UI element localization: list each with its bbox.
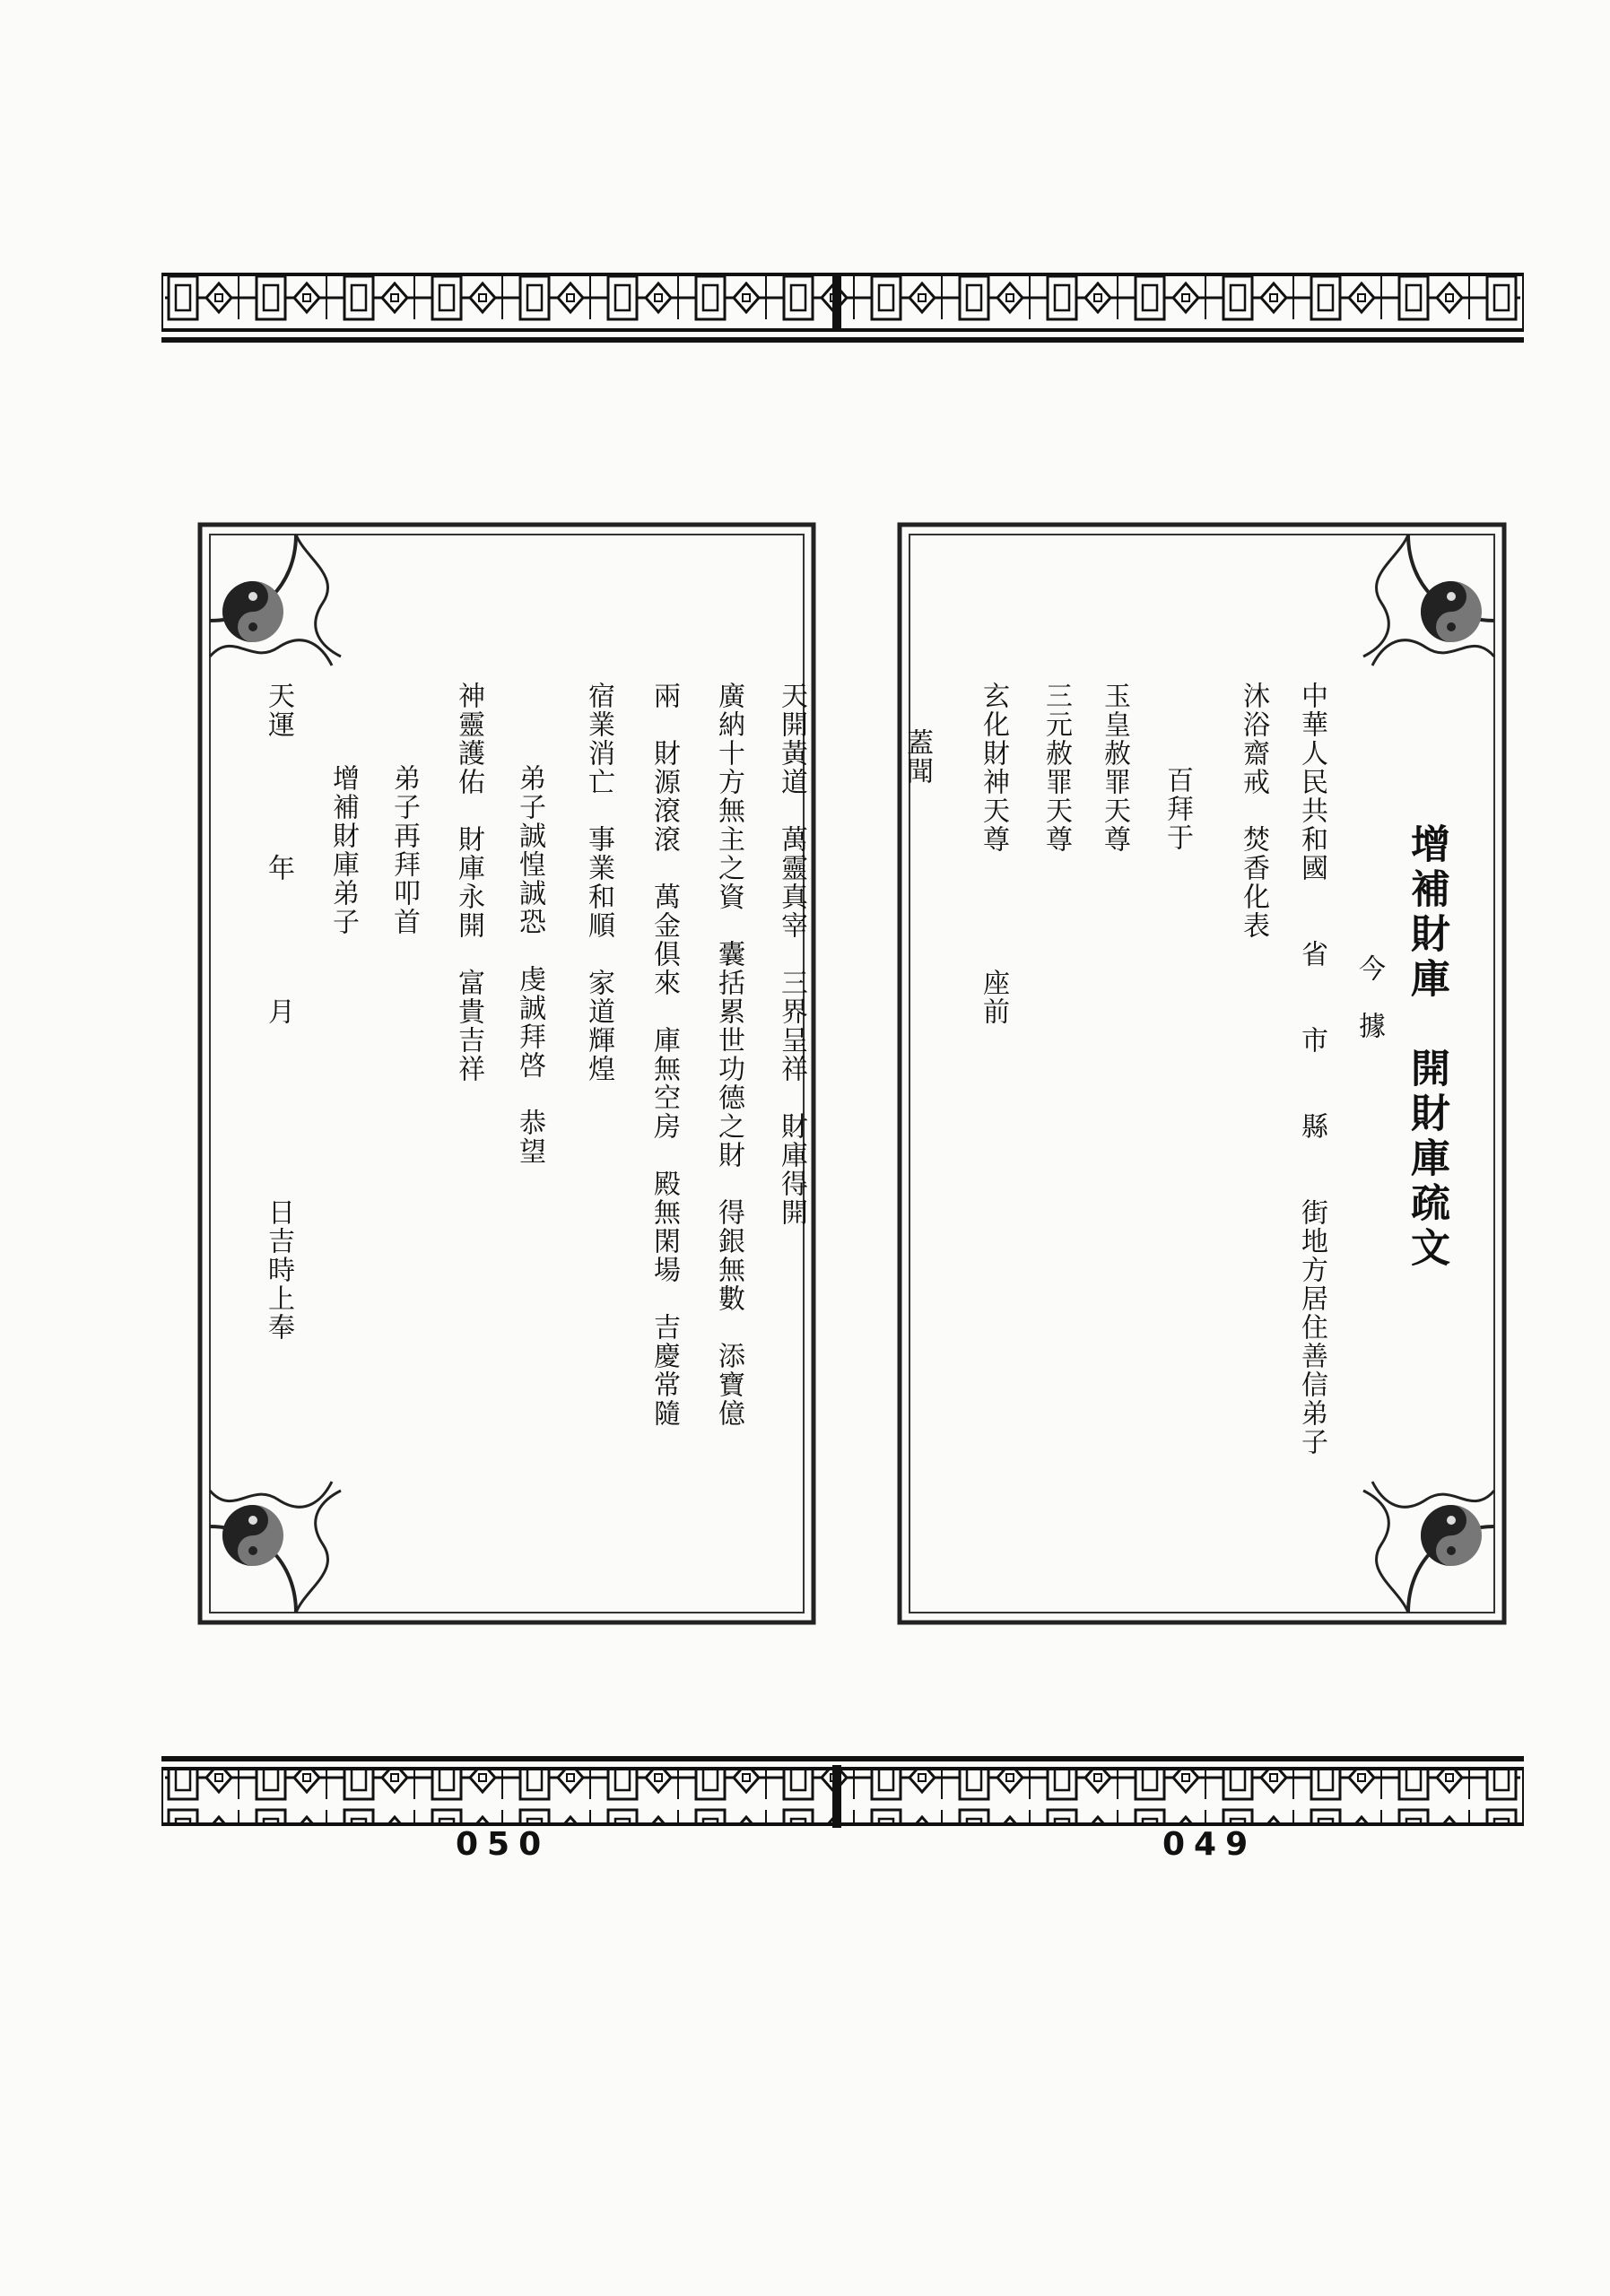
yin-yang-corner-icon-bottom xyxy=(210,1482,341,1613)
text-column: 玄化財神天尊 座前 xyxy=(978,682,1009,1026)
text-column: 兩 財源滾滾 萬金俱來 庫無空房 殿無閑場 吉慶常隨 xyxy=(648,682,680,1428)
text-column: 弟子誠惶誠恐 虔誠拜啓 恭望 xyxy=(514,735,545,1166)
text-column: 神靈護佑 財庫永開 富貴吉祥 xyxy=(453,682,484,1083)
text-column: 蓋聞 xyxy=(901,700,933,786)
text-column: 宿業消亡 事業和順 家道輝煌 xyxy=(583,682,614,1083)
text-column: 弟子再拜叩首 xyxy=(388,735,420,936)
text-column: 增補財庫弟子 xyxy=(327,735,359,936)
yin-yang-corner-icon-top xyxy=(1363,535,1494,665)
text-column: 中華人民共和國 省 市 縣 街地方居住善信弟子 xyxy=(1296,682,1327,1457)
text-column: 廣納十方無主之資 囊括累世功德之財 得銀無數 添寶億 xyxy=(713,682,744,1428)
text-column: 三元赦罪天尊 xyxy=(1040,682,1072,854)
yin-yang-corner-icon-bottom xyxy=(1363,1482,1494,1613)
bottom-border-band xyxy=(161,1751,1524,1828)
text-column: 百拜于 xyxy=(1162,709,1193,852)
document-title: 增補財庫 開財庫疏文 xyxy=(1404,823,1449,1272)
page-number-left: 050 xyxy=(450,1826,555,1864)
lattice-pattern-top xyxy=(161,271,1524,348)
text-column: 天開黃道 萬靈真宰 三界呈祥 財庫得開 xyxy=(776,682,807,1227)
text-column: 天運 年 月 日吉時上奉 xyxy=(263,682,294,1342)
page-number-right: 049 xyxy=(1157,1826,1262,1864)
lattice-pattern-bottom xyxy=(161,1751,1524,1828)
text-column: 今 據 xyxy=(1353,897,1385,1040)
top-border-band xyxy=(161,271,1524,348)
text-column: 沐浴齋戒 焚香化表 xyxy=(1238,682,1269,940)
yin-yang-corner-icon-top xyxy=(210,535,341,665)
text-column: 玉皇赦罪天尊 xyxy=(1099,682,1130,854)
